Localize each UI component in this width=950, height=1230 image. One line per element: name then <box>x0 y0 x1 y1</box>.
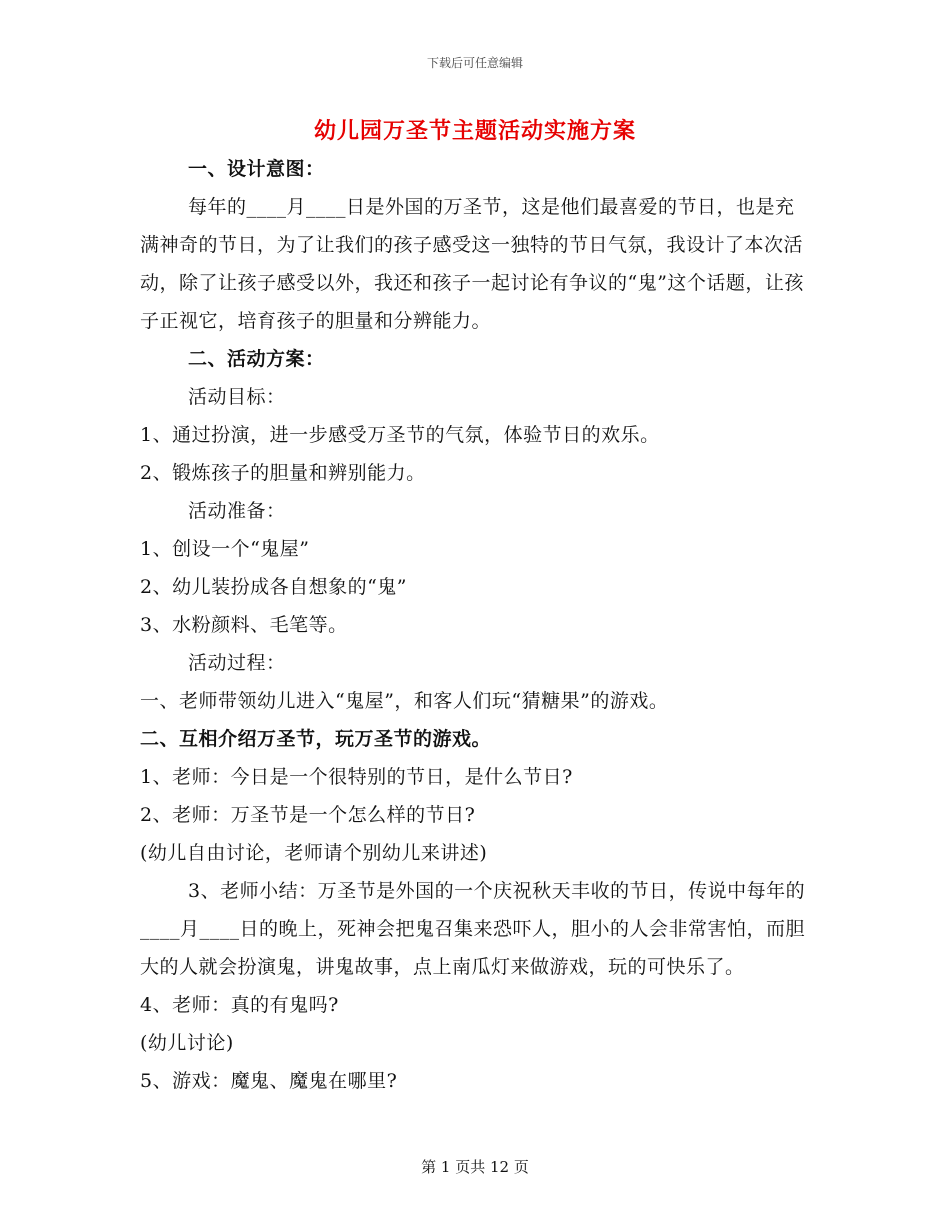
paragraph: 5、游戏：魔鬼、魔鬼在哪里? <box>140 1070 398 1092</box>
paragraph: (幼儿自由讨论，老师请个别幼儿来讲述) <box>140 842 488 864</box>
paragraph: 3、老师小结：万圣节是外国的一个庆祝秋天丰收的节日，传说中每年的____月____日的晚上，死神会把鬼召集来恐吓人，胆小的人会非常害怕，而胆大的人就会扮演鬼，讲鬼故事，点上南瓜灯来做游戏，玩的可快乐了。 <box>140 880 806 978</box>
paragraph: 一、设计意图： <box>188 158 325 180</box>
paragraph: 2、老师：万圣节是一个怎么样的节日? <box>140 804 476 826</box>
paragraph: 每年的____月____日是外国的万圣节，这是他们最喜爱的节日，也是充满神奇的节日，为了让我们的孩子感受这一独特的节日气氛，我设计了本次活动，除了让孩子感受以外，我还和孩子一起讨论有争议的“鬼”这个话题，让孩子正视它，培育孩子的胆量和分辨能力。 <box>140 196 804 332</box>
paragraph: 4、老师：真的有鬼吗? <box>140 994 339 1016</box>
paragraph: 1、老师：今日是一个很特别的节日，是什么节日? <box>140 766 573 788</box>
paragraph: 活动准备： <box>188 500 286 522</box>
paragraph: 二、互相介绍万圣节，玩万圣节的游戏。 <box>140 728 492 750</box>
document-title: 幼儿园万圣节主题活动实施方案 <box>313 118 636 144</box>
paragraph: 3、水粉颜料、毛笔等。 <box>140 614 348 636</box>
page-header: 下载后可任意编辑 <box>426 56 523 70</box>
paragraph: 活动过程： <box>188 652 286 674</box>
paragraph: 2、锻炼孩子的胆量和辨别能力。 <box>140 462 426 484</box>
paragraph: 活动目标： <box>188 386 286 408</box>
paragraph: 一、老师带领幼儿进入“鬼屋”，和客人们玩“猜糖果”的游戏。 <box>140 690 669 712</box>
page-footer: 第 1 页共 12 页 <box>421 1158 529 1176</box>
document-body <box>140 150 810 1100</box>
paragraph: 2、幼儿装扮成各自想象的“鬼” <box>140 576 408 598</box>
paragraph: 1、通过扮演，进一步感受万圣节的气氛，体验节日的欢乐。 <box>140 424 660 446</box>
paragraph: 1、创设一个“鬼屋” <box>140 538 310 560</box>
paragraph: (幼儿讨论) <box>140 1032 234 1054</box>
paragraph: 二、活动方案： <box>188 348 325 370</box>
